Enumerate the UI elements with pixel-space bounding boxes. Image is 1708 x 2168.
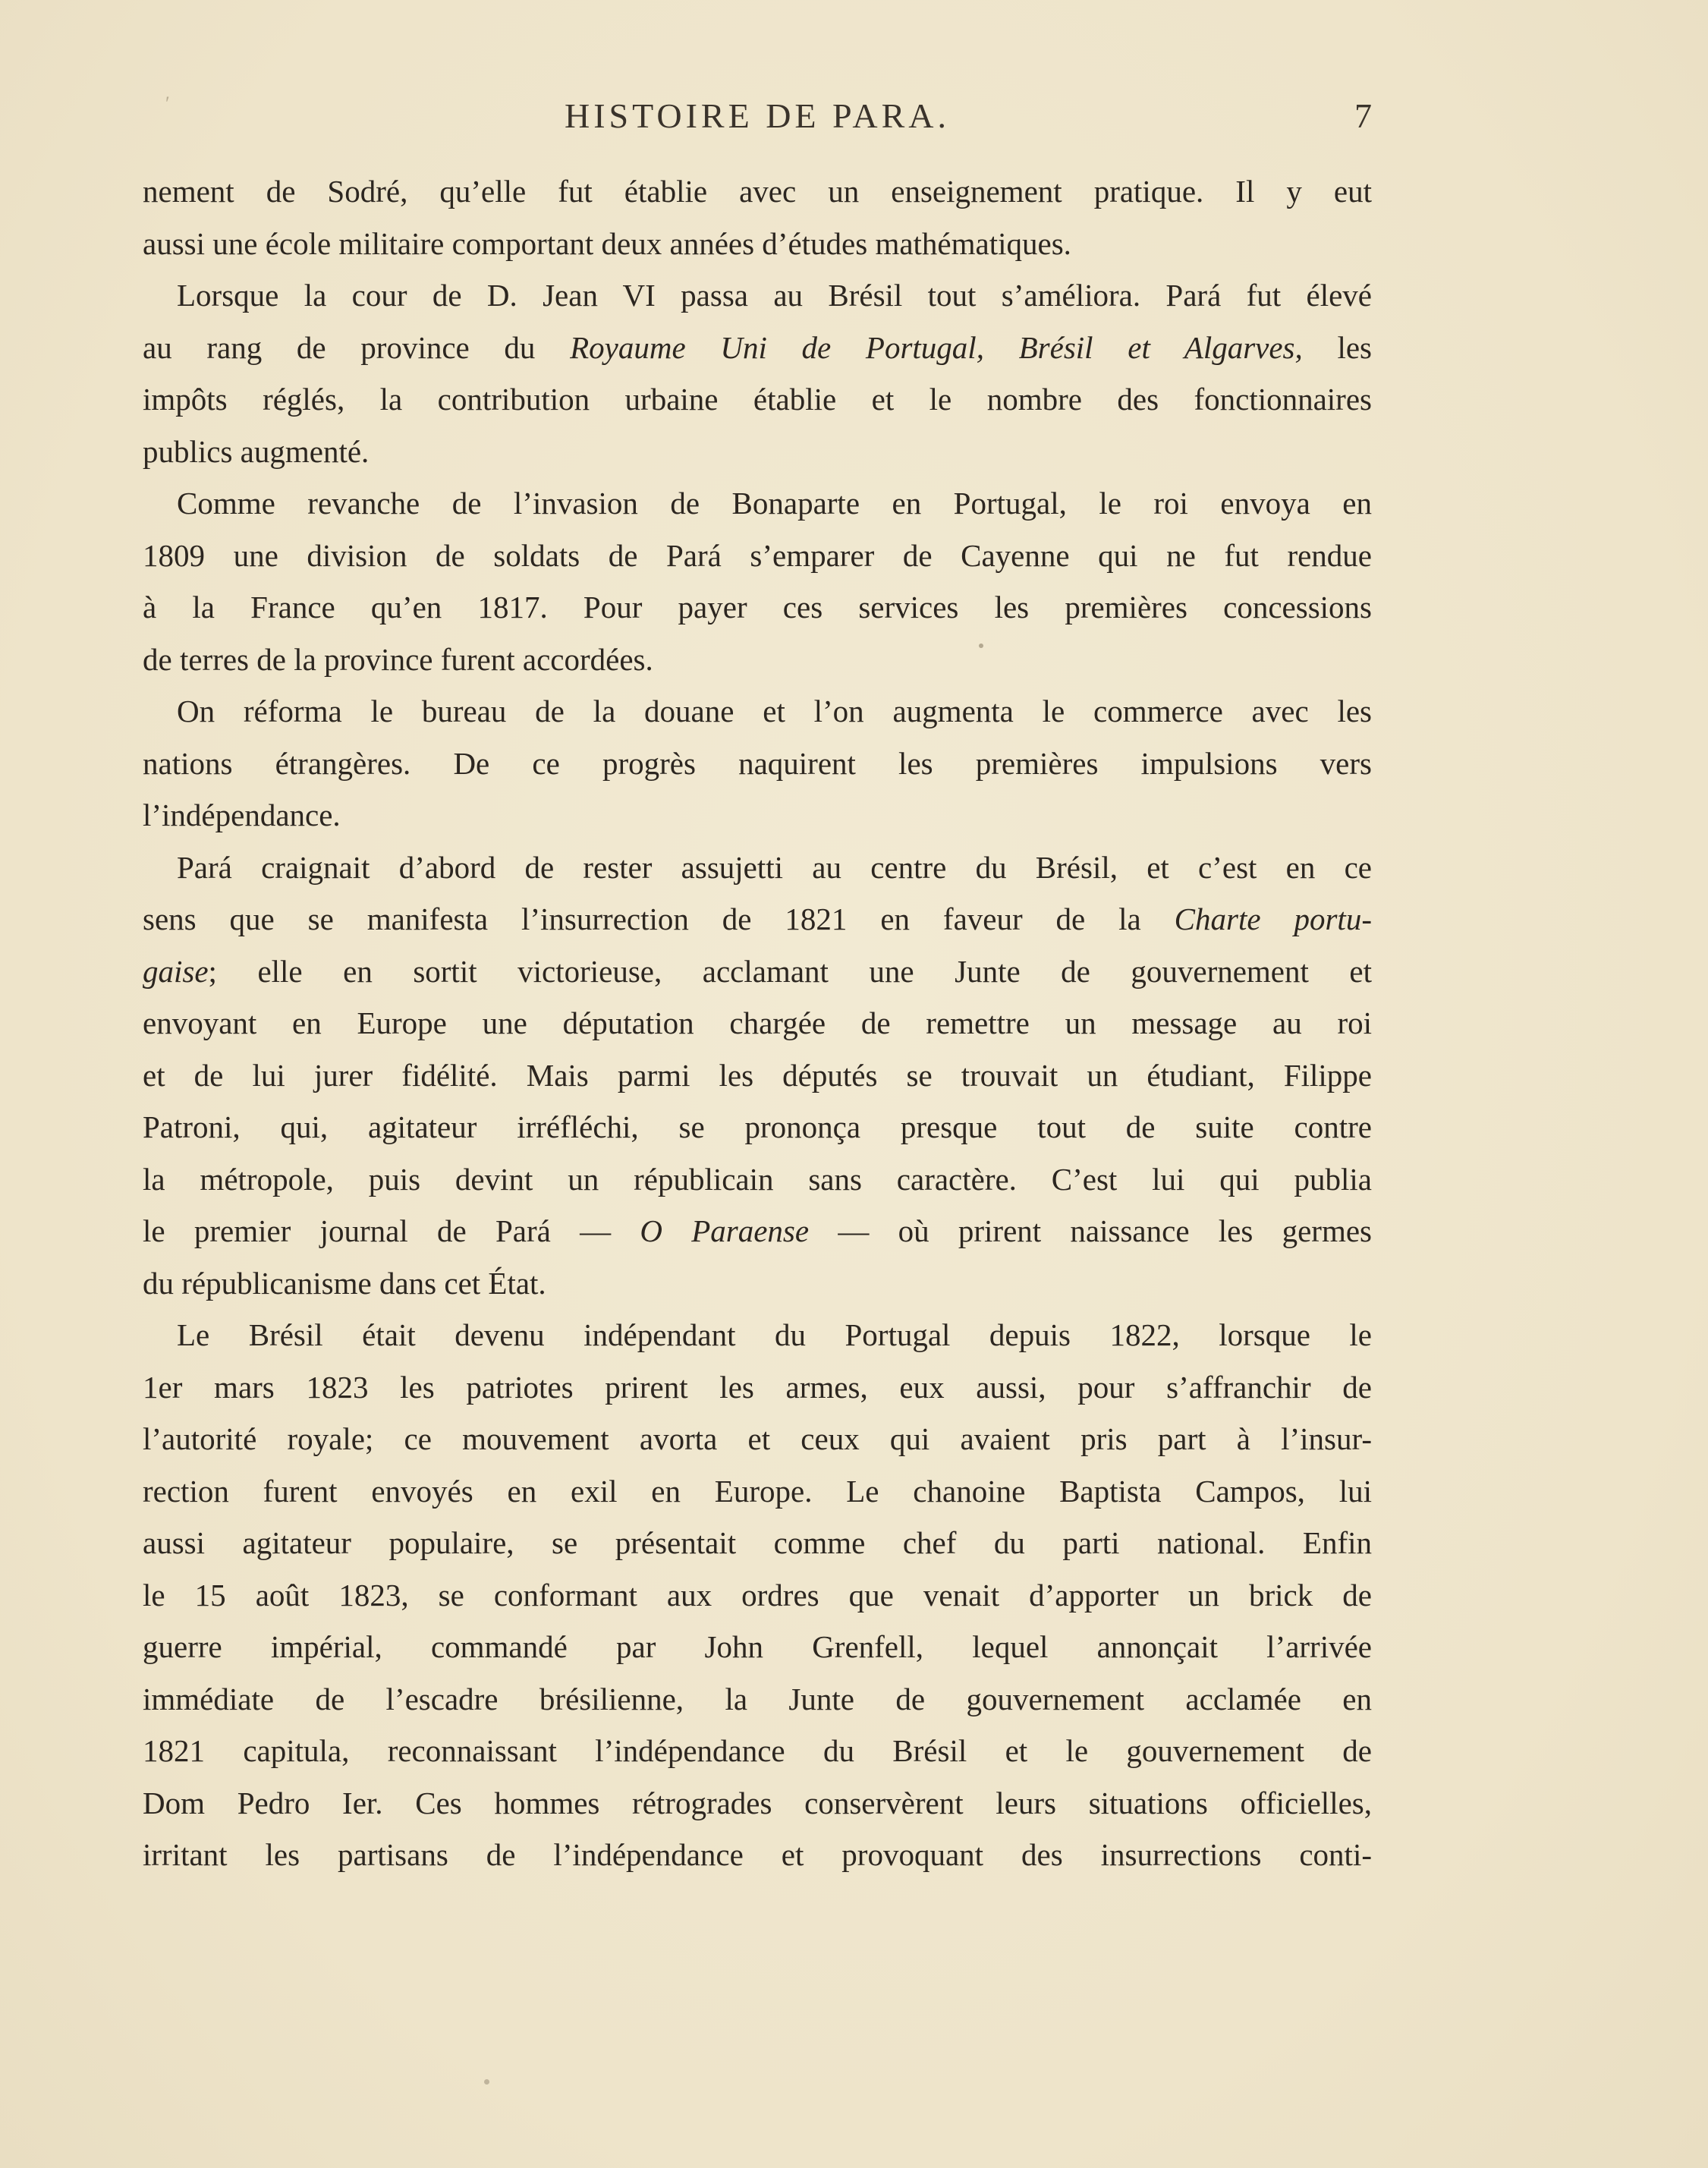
- line-text: l’autorité royale; ce mouvement avorta et ceux qui avaient pris part à l’insur-: [143, 1421, 1372, 1456]
- line-text: 1er mars 1823 les patriotes prirent les armes, eux aussi, pour s’affranchir de: [143, 1369, 1372, 1405]
- text-line: [143, 634, 1372, 686]
- text-line: [143, 1777, 1372, 1830]
- text-line: [143, 1205, 1372, 1257]
- text-line: [143, 1153, 1372, 1206]
- text-line: [143, 373, 1372, 426]
- ink-speck: [979, 643, 983, 648]
- text-line: [143, 1101, 1372, 1153]
- line-text: — où prirent naissance les germes: [809, 1213, 1372, 1248]
- text-line: [143, 1621, 1372, 1673]
- line-text: irritant les partisans de l’indépendance et provoquant des insurrections conti-: [143, 1837, 1372, 1872]
- ink-mark: ′: [165, 93, 170, 115]
- text-line: [143, 1517, 1372, 1569]
- line-text: ; elle en sortit victorieuse, acclamant une Junte de gouvernement et: [208, 953, 1372, 989]
- line-text: Comme revanche de l’invasion de Bonaparte en Portugal, le roi envoya en: [177, 486, 1372, 521]
- body-text: [143, 165, 1372, 1881]
- text-line: [143, 842, 1372, 894]
- text-line: [143, 738, 1372, 790]
- text-line: [143, 1413, 1372, 1465]
- text-line: [143, 218, 1372, 270]
- text-line: [143, 1309, 1372, 1361]
- running-title: HISTOIRE DE PARA.: [564, 96, 950, 135]
- line-text: Pará craignait d’abord de rester assujetti au centre du Brésil, et c’est en ce: [177, 849, 1372, 885]
- line-text: du républicanisme dans cet État.: [143, 1265, 546, 1301]
- line-text: nations étrangères. De ce progrès naquirent les premières impulsions vers: [143, 745, 1372, 781]
- ink-speck: [484, 2079, 489, 2085]
- line-text: l’indépendance.: [143, 798, 341, 832]
- line-text: le 15 août 1823, se conformant aux ordres que venait d’apporter un brick de: [143, 1577, 1372, 1613]
- text-line: [143, 946, 1372, 998]
- text-line: [143, 1465, 1372, 1518]
- line-text: Patroni, qui, agitateur irréfléchi, se prononça presque tout de suite contre: [143, 1109, 1372, 1144]
- italic-title: Royaume Uni de Portugal, Brésil et Algarves,: [570, 329, 1303, 365]
- line-text: impôts réglés, la contribution urbaine établie et le nombre des fonctionnaires: [143, 382, 1372, 417]
- line-text: aussi agitateur populaire, se présentait comme chef du parti national. Enfin: [143, 1525, 1372, 1560]
- line-text: publics augmenté.: [143, 433, 370, 469]
- text-line: [143, 426, 1372, 478]
- line-text: à la France qu’en 1817. Pour payer ces services les premières concessions: [143, 590, 1372, 625]
- text-line: [143, 893, 1372, 946]
- line-text: et de lui jurer fidélité. Mais parmi les députés se trouvait un étudiant, Filippe: [143, 1057, 1372, 1093]
- line-text: immédiate de l’escadre brésilienne, la Junte de gouvernement acclamée en: [143, 1681, 1372, 1716]
- text-line: [143, 1569, 1372, 1622]
- text-line: [143, 581, 1372, 634]
- text-line: [143, 997, 1372, 1049]
- line-text: guerre impérial, commandé par John Grenfell, lequel annonçait l’arrivée: [143, 1629, 1372, 1664]
- text-line: [143, 322, 1372, 374]
- line-text: Le Brésil était devenu indépendant du Portugal depuis 1822, lorsque le: [177, 1317, 1372, 1352]
- line-text: 1821 capitula, reconnaissant l’indépendance du Brésil et le gouvernement de: [143, 1733, 1372, 1768]
- text-line: [143, 1257, 1372, 1310]
- line-text: la métropole, puis devint un républicain sans caractère. C’est lui qui publia: [143, 1161, 1372, 1197]
- text-line: [143, 477, 1372, 530]
- line-text: Dom Pedro Ier. Ces hommes rétrogrades conservèrent leurs situations officielles,: [143, 1785, 1372, 1820]
- text-line: [143, 1829, 1372, 1881]
- text-line: [143, 1361, 1372, 1414]
- line-text: Lorsque la cour de D. Jean VI passa au Brésil tout s’améliora. Pará fut élevé: [177, 278, 1372, 313]
- text-line: [143, 165, 1372, 218]
- text-line: [143, 1049, 1372, 1102]
- line-text: envoyant en Europe une députation chargée de remettre un message au roi: [143, 1005, 1372, 1040]
- text-line: [143, 530, 1372, 582]
- line-text: de terres de la province furent accordées.: [143, 641, 653, 677]
- text-line: [143, 1725, 1372, 1777]
- italic-title: gaise: [143, 953, 209, 989]
- line-text: au rang de province du: [143, 329, 571, 365]
- line-text: rection furent envoyés en exil en Europe. Le chanoine Baptista Campos, lui: [143, 1473, 1372, 1509]
- line-text: On réforma le bureau de la douane et l’on augmenta le commerce avec les: [177, 694, 1372, 728]
- line-text: aussi une école militaire comportant deux années d’études mathématiques.: [143, 225, 1071, 261]
- text-line: [143, 1673, 1372, 1726]
- italic-title: Charte portu-: [1174, 901, 1372, 936]
- italic-title: O Paraense: [640, 1213, 810, 1248]
- line-text: 1809 une division de soldats de Pará s’emparer de Cayenne qui ne fut rendue: [143, 537, 1372, 573]
- text-line: [143, 685, 1372, 738]
- text-line: [143, 789, 1372, 842]
- line-text: nement de Sodré, qu’elle fut établie avec un enseignement pratique. Il y eut: [143, 174, 1372, 209]
- line-text: sens que se manifesta l’insurrection de 1821 en faveur de la: [143, 901, 1175, 936]
- line-text: les: [1302, 329, 1372, 365]
- running-header: [143, 93, 1372, 135]
- line-text: le premier journal de Pará —: [143, 1213, 640, 1248]
- page-number: 7: [1354, 96, 1372, 135]
- text-line: [143, 269, 1372, 322]
